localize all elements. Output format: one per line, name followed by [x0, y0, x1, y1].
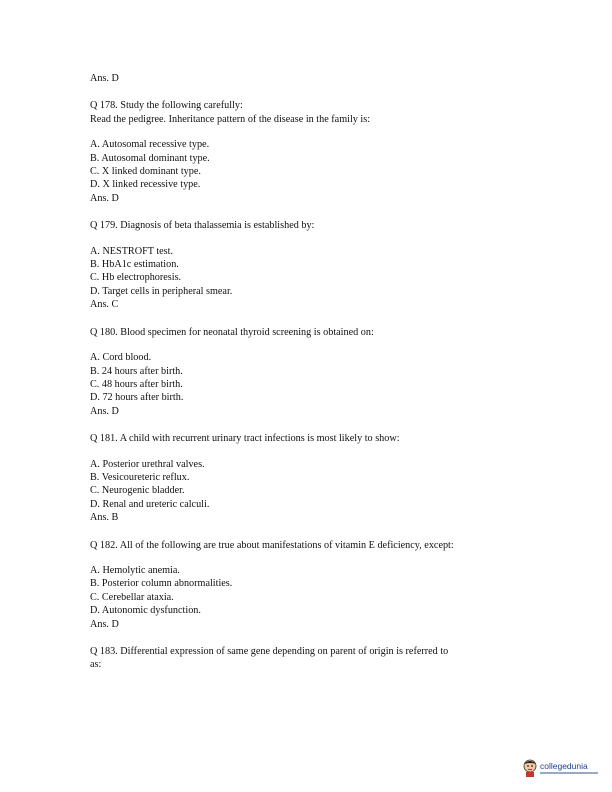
logo-tagline-bar [540, 772, 598, 774]
option-d: D. Target cells in peripheral smear. [90, 285, 233, 297]
option-b: B. 24 hours after birth. [90, 365, 183, 377]
logo-text: collegedunia [540, 761, 588, 771]
option-b: B. HbA1c estimation. [90, 259, 179, 271]
collegedunia-logo [522, 757, 602, 783]
options-list [90, 138, 530, 205]
question-183 [90, 645, 530, 672]
document-page [90, 72, 530, 672]
question-text: Q 181. A child with recurrent urinary tract infections is most likely to show: [90, 433, 400, 445]
answer-line: Ans. C [90, 299, 119, 311]
mascot-icon [522, 759, 538, 777]
question-180 [90, 326, 530, 418]
option-c: C. X linked dominant type. [90, 166, 201, 178]
question-text-continued: as: [90, 659, 102, 671]
question-179 [90, 219, 530, 311]
option-a: A. Hemolytic anemia. [90, 564, 180, 576]
option-c: C. 48 hours after birth. [90, 378, 183, 390]
option-d: D. Renal and ureteric calculi. [90, 498, 210, 510]
option-d: D. Autonomic dysfunction. [90, 605, 201, 617]
options-list [90, 564, 530, 631]
question-text-continued: Read the pedigree. Inheritance pattern of the disease in the family is: [90, 113, 371, 125]
answer-line: Ans. D [90, 73, 119, 84]
options-list [90, 458, 530, 525]
answer-line: Ans. D [90, 618, 119, 630]
option-c: C. Hb electrophoresis. [90, 272, 182, 284]
question-text: Q 178. Study the following carefully: [90, 100, 243, 112]
question-text: Q 182. All of the following are true about manifestations of vitamin E deficiency, except: [90, 539, 454, 551]
question-182 [90, 539, 530, 631]
option-b: B. Posterior column abnormalities. [90, 578, 233, 590]
question-178 [90, 99, 530, 205]
options-list [90, 245, 530, 312]
question-text: Q 180. Blood specimen for neonatal thyroid screening is obtained on: [90, 326, 374, 338]
option-a: A. NESTROFT test. [90, 245, 174, 257]
option-a: A. Cord blood. [90, 352, 152, 364]
option-c: C. Neurogenic bladder. [90, 485, 185, 497]
option-d: D. X linked recessive type. [90, 179, 201, 191]
option-b: B. Autosomal dominant type. [90, 152, 210, 164]
option-a: A. Autosomal recessive type. [90, 139, 210, 151]
option-d: D. 72 hours after birth. [90, 392, 184, 404]
answer-line: Ans. D [90, 192, 119, 204]
option-c: C. Cerebellar ataxia. [90, 591, 174, 603]
answer-line: Ans. B [90, 512, 119, 524]
option-a: A. Posterior urethral valves. [90, 458, 205, 470]
option-b: B. Vesicoureteric reflux. [90, 471, 190, 483]
question-text: Q 183. Differential expression of same gene depending on parent of origin is referred to [90, 646, 449, 657]
answer-line: Ans. D [90, 405, 119, 417]
question-text: Q 179. Diagnosis of beta thalassemia is established by: [90, 220, 315, 232]
question-181 [90, 432, 530, 524]
options-list [90, 351, 530, 418]
